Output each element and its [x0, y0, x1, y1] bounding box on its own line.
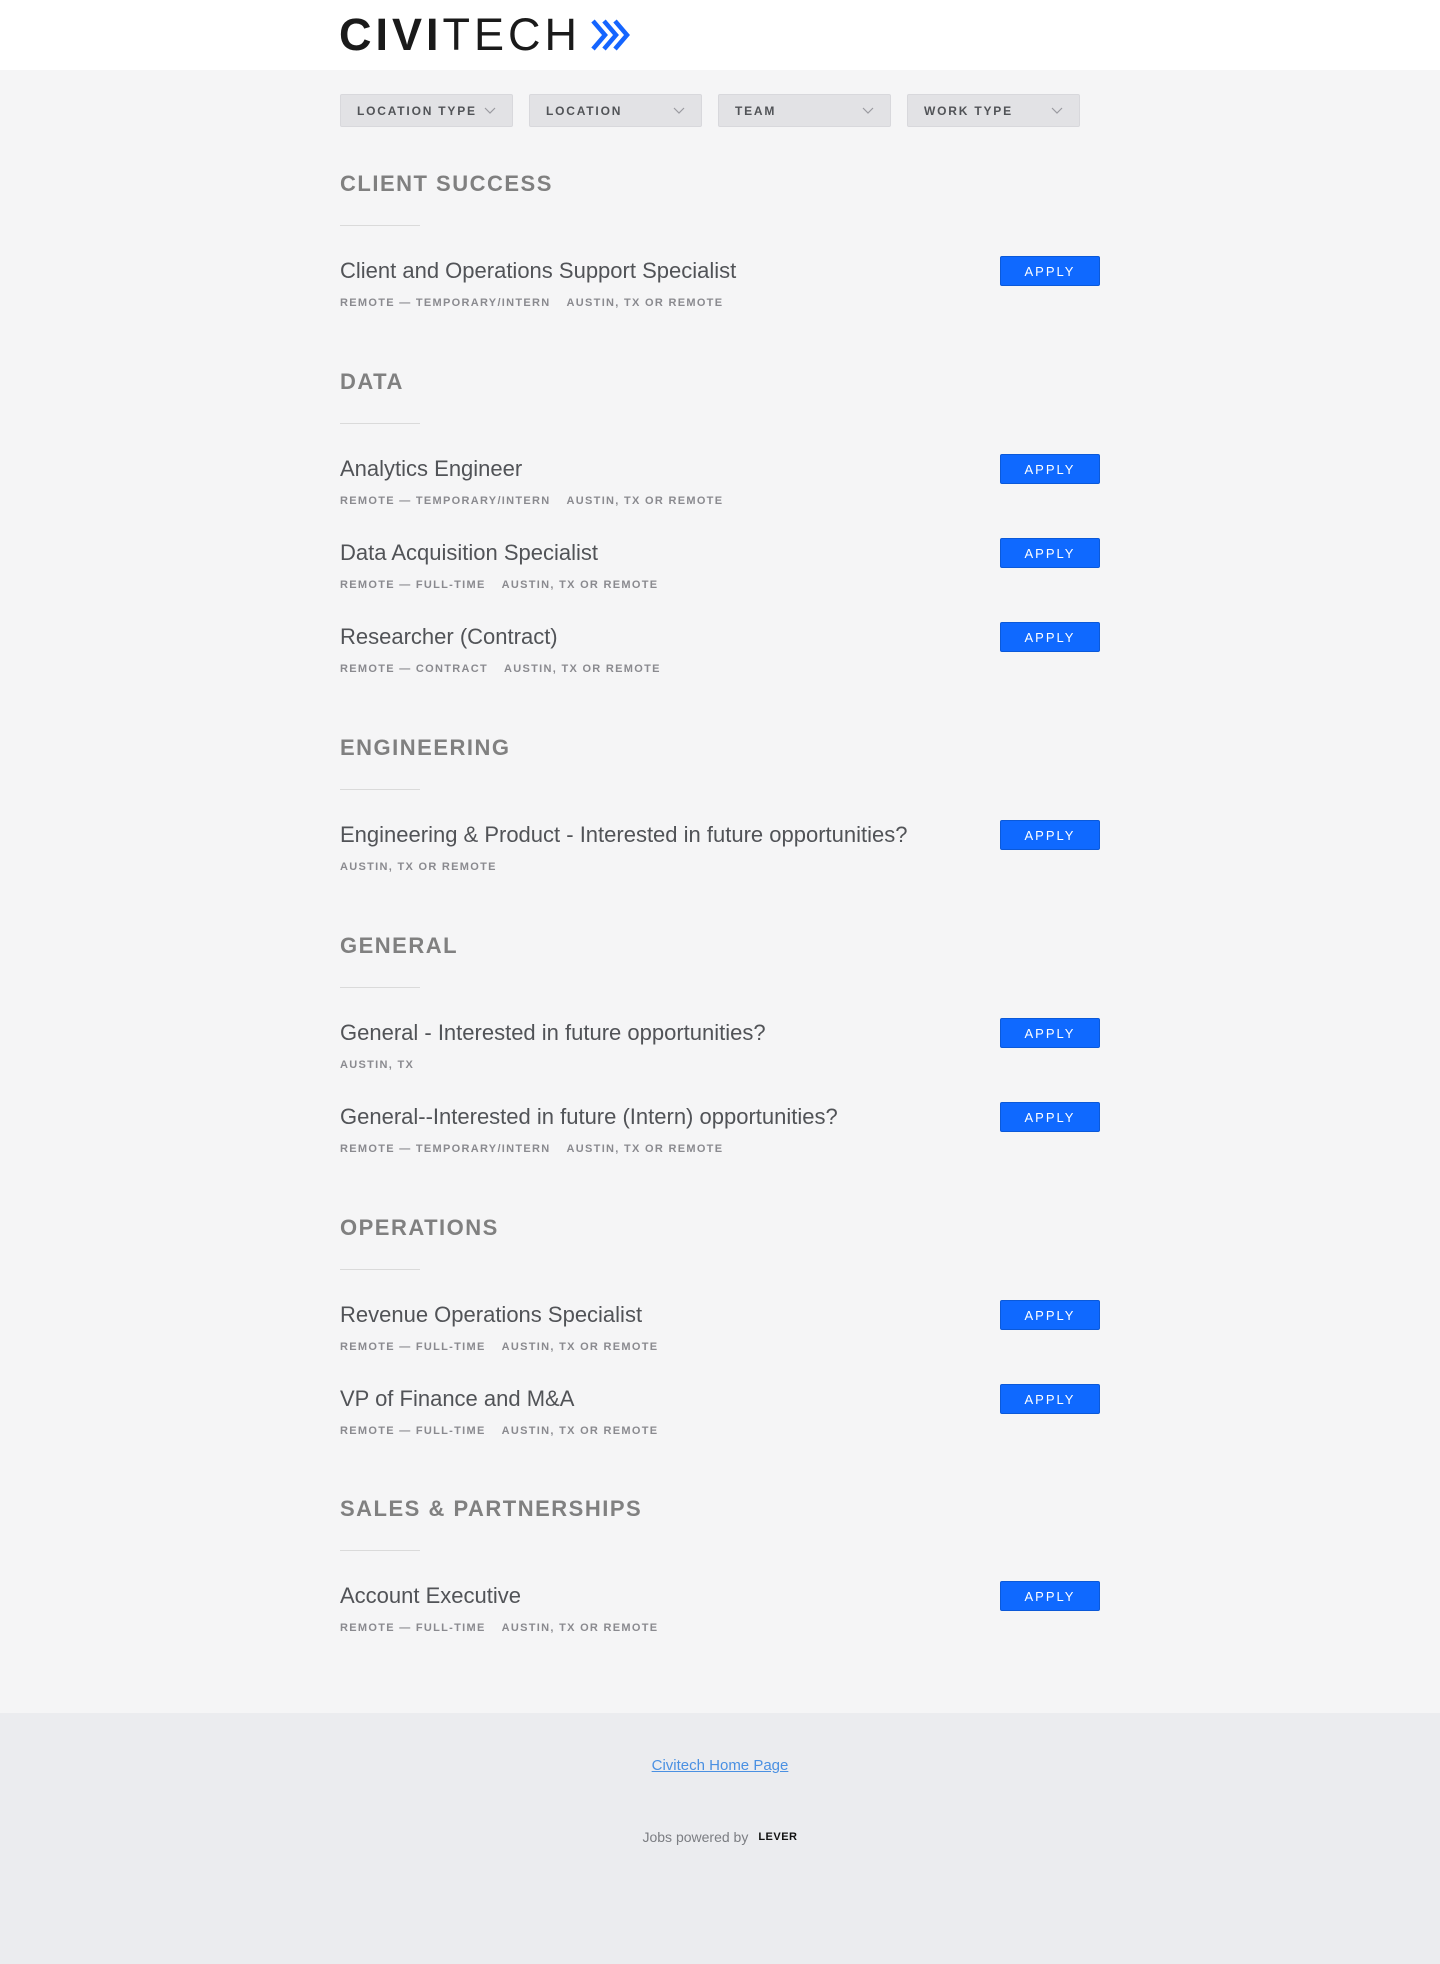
filter-team[interactable] [718, 94, 891, 127]
apply-button[interactable]: APPLY [1000, 820, 1100, 850]
section-engineering [340, 734, 1100, 904]
posting-commitment: REMOTE — FULL-TIME [340, 1341, 486, 1353]
apply-button[interactable]: APPLY [1000, 1581, 1100, 1611]
posting-item[interactable] [340, 1581, 1100, 1665]
section-client-success [340, 170, 1100, 340]
chevron-down-icon [1051, 107, 1063, 115]
apply-button[interactable]: APPLY [1000, 538, 1100, 568]
filter-location[interactable] [529, 94, 702, 127]
posting-commitment: REMOTE — FULL-TIME [340, 579, 486, 591]
site-header [0, 0, 1440, 70]
posting-item[interactable] [340, 1018, 1100, 1102]
posting-meta [340, 579, 658, 591]
posting-title[interactable]: General - Interested in future opportunities? [340, 1020, 766, 1045]
section-divider [340, 225, 420, 226]
posting-location: AUSTIN, TX [340, 1059, 415, 1071]
posting-item[interactable] [340, 1300, 1100, 1384]
posting-commitment: REMOTE — FULL-TIME [340, 1622, 486, 1634]
filter-label: WORK TYPE [924, 103, 1013, 118]
section-title: OPERATIONS [340, 1215, 499, 1240]
section-divider [340, 789, 420, 790]
postings-main [0, 70, 1440, 1713]
posting-item[interactable] [340, 256, 1100, 340]
posting-title[interactable]: General--Interested in future (Intern) opportunities? [340, 1104, 838, 1129]
double-chevron-right-icon [589, 18, 631, 52]
posting-meta [340, 495, 723, 507]
lever-logo[interactable]: LEVER [758, 1831, 798, 1843]
posting-commitment: REMOTE — CONTRACT [340, 663, 488, 675]
posting-title[interactable]: Engineering & Product - Interested in future opportunities? [340, 822, 908, 847]
posting-location: AUSTIN, TX OR REMOTE [501, 1341, 659, 1353]
powered-by-row [0, 1829, 1440, 1845]
posting-commitment: REMOTE — TEMPORARY/INTERN [340, 297, 551, 309]
posting-title[interactable]: Analytics Engineer [340, 456, 523, 481]
civitech-home-link[interactable]: Civitech Home Page [651, 1757, 789, 1774]
section-title: SALES & PARTNERSHIPS [340, 1496, 643, 1521]
posting-item[interactable] [340, 454, 1100, 538]
chevron-down-icon [673, 107, 685, 115]
apply-button[interactable]: APPLY [1000, 1102, 1100, 1132]
posting-location: AUSTIN, TX OR REMOTE [566, 297, 724, 309]
posting-meta [340, 1622, 658, 1634]
posting-item[interactable] [340, 538, 1100, 622]
posting-title[interactable]: Data Acquisition Specialist [340, 540, 599, 565]
apply-button[interactable]: APPLY [1000, 1300, 1100, 1330]
section-data [340, 368, 1100, 706]
posting-meta [340, 1143, 723, 1155]
section-general [340, 932, 1100, 1186]
posting-meta [340, 1059, 414, 1071]
filter-location-type[interactable] [340, 94, 513, 127]
section-title: DATA [340, 369, 404, 394]
posting-item[interactable] [340, 1384, 1100, 1468]
civitech-logo[interactable] [339, 9, 631, 60]
logo-word-light: TECH [442, 9, 582, 60]
section-sales-partnerships [340, 1495, 1100, 1665]
apply-button[interactable]: APPLY [1000, 1384, 1100, 1414]
home-link-row [0, 1757, 1440, 1775]
section-title: ENGINEERING [340, 735, 511, 760]
posting-title[interactable]: Account Executive [340, 1583, 521, 1608]
posting-location: AUSTIN, TX OR REMOTE [503, 663, 661, 675]
posting-location: AUSTIN, TX OR REMOTE [566, 495, 724, 507]
posting-title[interactable]: Researcher (Contract) [340, 624, 558, 649]
posting-location: AUSTIN, TX OR REMOTE [501, 1622, 659, 1634]
section-operations [340, 1214, 1100, 1468]
posting-commitment: REMOTE — FULL-TIME [340, 1425, 486, 1437]
chevron-down-icon [862, 107, 874, 115]
filter-bar [340, 94, 1080, 127]
filter-work-type[interactable] [907, 94, 1080, 127]
posting-title[interactable]: VP of Finance and M&A [340, 1386, 575, 1411]
posting-item[interactable] [340, 820, 1100, 904]
posting-meta [340, 297, 723, 309]
posting-meta [340, 663, 661, 675]
posting-commitment: REMOTE — TEMPORARY/INTERN [340, 495, 551, 507]
page-footer [0, 1713, 1440, 1964]
section-divider [340, 423, 420, 424]
posting-title[interactable]: Revenue Operations Specialist [340, 1302, 643, 1327]
powered-by-text: Jobs powered by [642, 1829, 749, 1845]
apply-button[interactable]: APPLY [1000, 256, 1100, 286]
apply-button[interactable]: APPLY [1000, 454, 1100, 484]
section-divider [340, 987, 420, 988]
posting-location: AUSTIN, TX OR REMOTE [340, 861, 497, 873]
filter-label: LOCATION TYPE [357, 103, 477, 118]
section-title: CLIENT SUCCESS [340, 171, 553, 196]
posting-meta [340, 1425, 658, 1437]
logo-wordmark [339, 9, 582, 60]
posting-location: AUSTIN, TX OR REMOTE [566, 1143, 724, 1155]
section-divider [340, 1269, 420, 1270]
logo-word-bold: CIVI [339, 9, 443, 60]
posting-item[interactable] [340, 622, 1100, 706]
section-divider [340, 1550, 420, 1551]
apply-button[interactable]: APPLY [1000, 1018, 1100, 1048]
posting-meta [340, 861, 497, 873]
posting-meta [340, 1341, 658, 1353]
section-title: GENERAL [340, 933, 459, 958]
chevron-down-icon [484, 107, 496, 115]
posting-title[interactable]: Client and Operations Support Specialist [340, 258, 737, 283]
posting-item[interactable] [340, 1102, 1100, 1186]
filter-label: LOCATION [546, 103, 623, 118]
posting-location: AUSTIN, TX OR REMOTE [501, 1425, 659, 1437]
posting-commitment: REMOTE — TEMPORARY/INTERN [340, 1143, 551, 1155]
apply-button[interactable]: APPLY [1000, 622, 1100, 652]
filter-label: TEAM [735, 103, 777, 118]
posting-location: AUSTIN, TX OR REMOTE [501, 579, 659, 591]
